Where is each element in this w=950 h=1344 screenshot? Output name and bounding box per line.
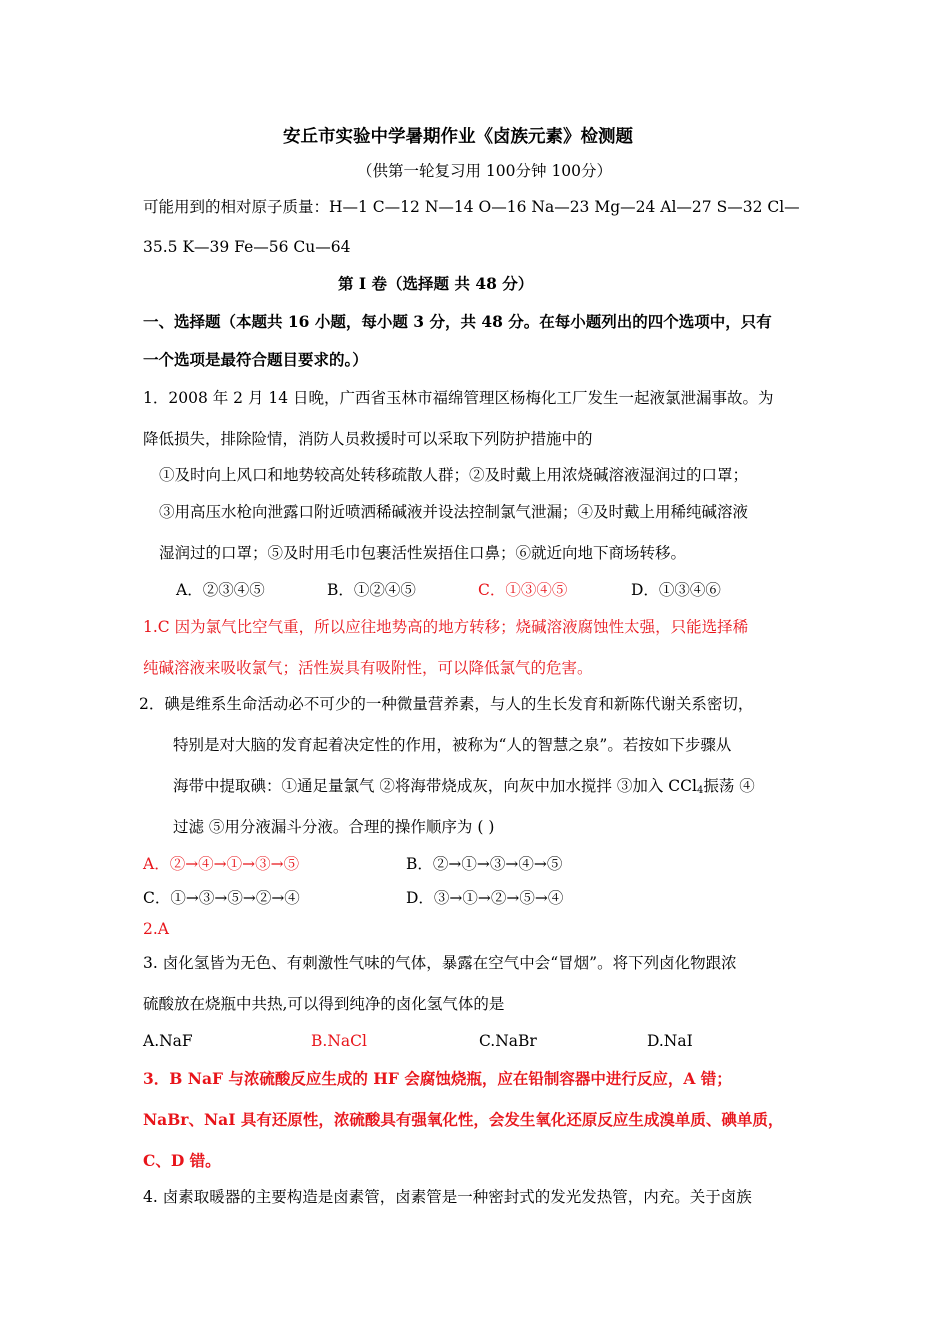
- instructions-line-2: 一个选项是最符合题目要求的。）: [143, 350, 368, 369]
- q2-option-d: D．③→①→②→⑤→④: [406, 889, 564, 907]
- q2-subscript: 4: [696, 785, 704, 796]
- q3-option-a: A.NaF: [143, 1032, 193, 1050]
- q3-line-1: 3. 卤化氢皆为无色、有刺激性气味的气体，暴露在空气中会“冒烟”。将下列卤化物跟浓: [143, 954, 737, 972]
- atomic-mass-line-2: 35.5 K—39 Fe—56 Cu—64: [143, 238, 351, 256]
- q3-option-d: D.NaI: [647, 1032, 693, 1050]
- q2-option-a: A．②→④→①→③→⑤: [143, 855, 300, 873]
- q3-line-2: 硫酸放在烧瓶中共热,可以得到纯净的卤化氢气体的是: [143, 995, 505, 1013]
- q2-option-c: C．①→③→⑤→②→④: [143, 889, 300, 907]
- q1-option-d: D．①③④⑥: [631, 581, 721, 599]
- q2-option-b: B．②→①→③→④→⑤: [406, 855, 563, 873]
- q1-answer-line-2: 纯碱溶液来吸收氯气；活性炭具有吸附性，可以降低氯气的危害。: [143, 659, 593, 677]
- page-title: 安丘市实验中学暑期作业《卤族元素》检测题: [283, 127, 633, 147]
- q1-line-5: 湿润过的口罩；⑤及时用毛巾包裹活性炭捂住口鼻；⑥就近向地下商场转移。: [159, 544, 687, 562]
- q3-answer-line-1: 3．B NaF 与浓硫酸反应生成的 HF 会腐蚀烧瓶，应在铅制容器中进行反应，A 错；: [143, 1069, 732, 1088]
- q1-line-2: 降低损失，排除险情，消防人员救援时可以采取下列防护措施中的: [143, 430, 593, 448]
- q3-option-c: C.NaBr: [479, 1032, 537, 1050]
- q1-option-b: B．①②④⑤: [327, 581, 416, 599]
- q1-line-1: 1．2008 年 2 月 14 日晚，广西省玉林市福绵管理区杨梅化工厂发生一起液氯泄漏事故。为: [143, 389, 774, 407]
- q2-answer: 2.A: [143, 920, 169, 938]
- atomic-mass-line-1: 可能用到的相对原子质量：H—1 C—12 N—14 O—16 Na—23 Mg—24 Al—27 S—32 Cl—: [143, 198, 800, 216]
- q3-option-b: B.NaCl: [311, 1032, 367, 1050]
- q2-line-1: 2．碘是维系生命活动必不可少的一种微量营养素，与人的生长发育和新陈代谢关系密切，: [139, 695, 754, 713]
- q2-line-3: [173, 776, 755, 796]
- q2-line-2: 特别是对大脑的发育起着决定性的作用，被称为“人的智慧之泉”。若按如下步骤从: [173, 736, 732, 754]
- q3-answer-line-3: C、D 错。: [143, 1151, 221, 1170]
- q1-line-4: ③用高压水枪向泄露口附近喷洒稀碱液并设法控制氯气泄漏；④及时戴上用稀纯碱溶液: [159, 503, 749, 521]
- section-title: 第 I 卷（选择题 共 48 分）: [338, 274, 534, 293]
- q3-answer-line-2: NaBr、NaI 具有还原性，浓硫酸具有强氧化性，会发生氧化还原反应生成溴单质、碘单质，: [143, 1110, 784, 1129]
- q4-line-1: 4. 卤素取暖器的主要构造是卤素管，卤素管是一种密封式的发光发热管，内充。关于卤族: [143, 1188, 752, 1206]
- page-subtitle: （供第一轮复习用 100分钟 100分）: [357, 162, 613, 180]
- q2-line-3-tail: 振荡 ④: [703, 777, 755, 795]
- q2-line-3-text: 海带中提取碘：①通足量氯气 ②将海带烧成灰，向灰中加水搅拌 ③加入 CCl: [173, 777, 697, 795]
- q1-option-a: A．②③④⑤: [176, 581, 265, 599]
- q1-line-3: ①及时向上风口和地势较高处转移疏散人群；②及时戴上用浓烧碱溶液湿润过的口罩；: [159, 466, 749, 484]
- instructions-line-1: 一、选择题（本题共 16 小题，每小题 3 分，共 48 分。在每小题列出的四个选项中，只有: [143, 312, 772, 331]
- q1-answer-line-1: 1.C 因为氯气比空气重，所以应往地势高的地方转移；烧碱溶液腐蚀性太强，只能选择稀: [143, 618, 749, 636]
- q2-line-4: 过滤 ⑤用分液漏斗分液。合理的操作顺序为 ( ): [173, 818, 495, 836]
- q1-option-c: C．①③④⑤: [478, 581, 568, 599]
